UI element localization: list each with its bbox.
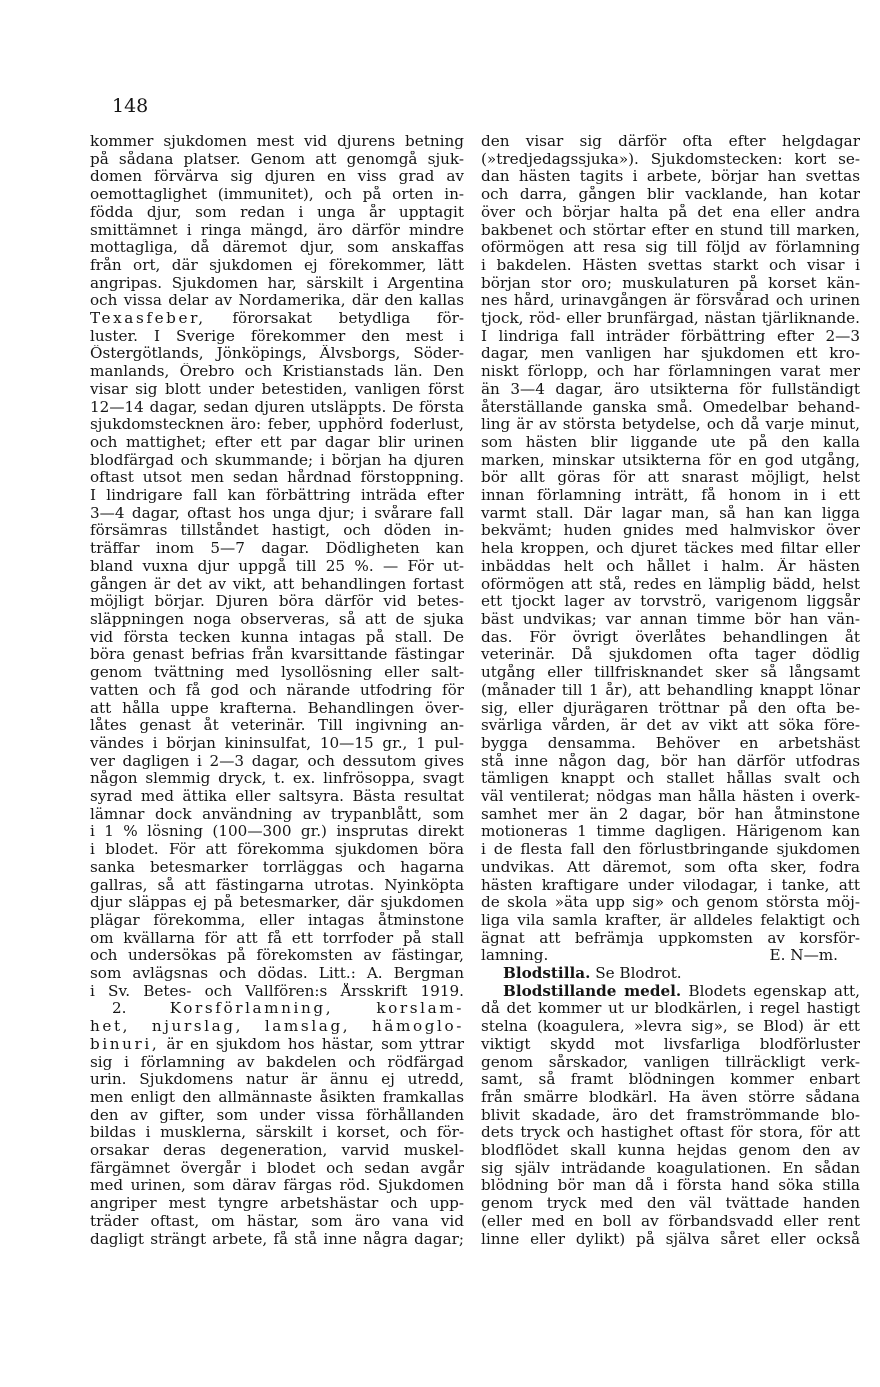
left-text-block-3	[90, 1054, 464, 1249]
text-line: mottagliga, då däremot djur, som anskaffas	[90, 239, 464, 257]
text-line: visar sig blott under betestiden, vanligen först	[90, 380, 464, 398]
text-line: Östergötlands, Jönköpings, Älvsborgs, Söder-	[90, 345, 464, 363]
page-number: 148	[112, 95, 149, 117]
text-line: de skola »äta upp sig» och genom största möj-	[481, 894, 860, 912]
text-line: gången är det av vikt, att behandlingen fortast	[90, 575, 464, 593]
text-line: (eller med en boll av förbandsvadd eller rent	[481, 1212, 860, 1230]
text-line: oftast utsot men sedan hårdnad förstoppning.	[90, 469, 464, 487]
text-line: smittämnet i ringa mängd, äro därför mindre	[90, 221, 464, 239]
text-line: I lindriga fall inträder förbättring efter 2—3	[481, 327, 860, 345]
text-line: plägar förekomma, eller intagas åtminstone	[90, 911, 464, 929]
section-2-number: 2.	[112, 1000, 127, 1018]
text-line: i Sv. Betes- och Vallfören:s Årsskrift 1919.	[90, 982, 464, 1000]
text-line: och darra, gången blir vacklande, han kotar	[481, 186, 860, 204]
text-line: om kvällarna för att få ett torrfoder på stall	[90, 929, 464, 947]
text-line: varmt stall. Där lagar man, så han kan ligga	[481, 504, 860, 522]
text-line: ägnat att befrämja uppkomsten av korsför-	[481, 929, 860, 947]
text-line: sig själv inträdande koagulationen. En sådan	[481, 1159, 860, 1177]
text-line: böra genast befrias från kvarsittande fästingar	[90, 646, 464, 664]
text-line: försämras tillståndet hastigt, och döden in-	[90, 522, 464, 540]
text-line: bildas i musklerna, särskilt i korset, och för-	[90, 1124, 464, 1142]
text-line: inbäddas helt och hållet i halm. Är hästen	[481, 557, 860, 575]
text-line: sjukdomstecknen äro: feber, upphörd foderlust,	[90, 416, 464, 434]
text-line: tjock, röd- eller brunfärgad, nästan tjärliknande.	[481, 310, 860, 328]
text-line: möjligt börjar. Djuren böra därför vid betes-	[90, 593, 464, 611]
text-line: 3—4 dagar, oftast hos unga djur; i svårare fall	[90, 504, 464, 522]
text-line: djur släppas ej på betesmarker, där sjukdomen	[90, 894, 464, 912]
text-line: viktigt skydd mot livsfarliga blodförluster	[481, 1035, 860, 1053]
text-line: vändes i början kininsulfat, 10—15 gr., 1 pul-	[90, 734, 464, 752]
text-line: liga vila samla krafter, är alldeles felaktigt och	[481, 911, 860, 929]
term-texasfeber: Texasfeber,	[90, 310, 206, 328]
text-line: träder oftast, om hästar, som äro vana vid	[90, 1212, 464, 1230]
text-line: i 1 % lösning (100—300 gr.) insprutas direkt	[90, 823, 464, 841]
text-line: med urinen, som därav färgas röd. Sjukdomen	[90, 1177, 464, 1195]
text-line: luster. I Sverige förekommer den mest i	[90, 327, 464, 345]
text-line: lämnar dock användning av trypanblått, som	[90, 805, 464, 823]
text-line: som avlägsnas och dödas. Litt.: A. Bergman	[90, 965, 464, 983]
text-line: veterinär. Då sjukdomen ofta tager dödlig	[481, 646, 860, 664]
text-line: 12—14 dagar, sedan djuren utsläppts. De första	[90, 398, 464, 416]
text-line: blödning bör man då i första hand söka stilla	[481, 1177, 860, 1195]
text-line: hela kroppen, och djuret täckes med filtar eller	[481, 540, 860, 558]
section-2-terms-line: het, njurslag, lamslag, hämoglo-	[90, 1018, 464, 1036]
text-line: och vissa delar av Nordamerika, där den kallas	[90, 292, 464, 310]
text-line: utgång eller tillfrisknandet sker så långsamt	[481, 664, 860, 682]
term-korslamhet: korslam-	[376, 1000, 464, 1018]
text-line: bland vuxna djur uppgå till 25 %. — För ut-	[90, 557, 464, 575]
text-line: angriper mest tyngre arbetshästar och upp-	[90, 1195, 464, 1213]
text-line: syrad med ättika eller saltsyra. Bästa resultat	[90, 788, 464, 806]
text-line: väl ventilerat; nödgas man hålla hästen i overk-	[481, 788, 860, 806]
section-2-third-rest: är en sjukdom hos hästar, som yttrar	[166, 1035, 464, 1053]
text-line: vatten och få god och närande utfodring för	[90, 681, 464, 699]
text-line: niskt förlopp, och har förlamningen varat mer	[481, 363, 860, 381]
text-line: genom sårskador, vanligen tillräckligt verk-	[481, 1053, 860, 1071]
term-korsforlamning: Korsförlamning,	[169, 1000, 334, 1018]
entry-blodstilla-head: Blodstilla.	[503, 965, 591, 983]
term-hemoglobinuri: binuri,	[90, 1035, 160, 1053]
text-line: låtes genast åt veterinär. Till ingivning an-	[90, 717, 464, 735]
text-line: på sådana platser. Genom att genomgå sjuk-	[90, 150, 464, 168]
text-line: manlands, Örebro och Kristianstads län. Den	[90, 363, 464, 381]
left-column	[90, 133, 464, 1248]
text-line: ver dagligen i 2—3 dagar, och dessutom gives	[90, 752, 464, 770]
text-line: som hästen blir liggande ute på den kalla	[481, 433, 860, 451]
text-line: genom tryck med den väl tvättade handen	[481, 1195, 860, 1213]
author-signature: E. N—m.	[769, 947, 838, 965]
text-line: stelna (koagulera, »levra sig», se Blod) är ett	[481, 1018, 860, 1036]
text-line: dets tryck och hastighet oftast för stora, för att	[481, 1124, 860, 1142]
text-line: oförmögen att stå, redes en lämplig bädd, helst	[481, 575, 860, 593]
text-line: linne eller dylikt) på själva såret eller också	[481, 1230, 860, 1248]
text-line: i bakdelen. Hästen svettas starkt och visar i	[481, 256, 860, 274]
text-line: kommer sjukdomen mest vid djurens betning	[90, 133, 464, 150]
text-line: då det kommer ut ur blodkärlen, i regel hastigt	[481, 1000, 860, 1018]
text-line: bekvämt; huden gnides med halmviskor över	[481, 522, 860, 540]
text-line: sig i förlamning av bakdelen och rödfärgad	[90, 1053, 464, 1071]
text-line: I lindrigare fall kan förbättring inträda efter	[90, 487, 464, 505]
texasfeber-rest: förorsakat betydliga för-	[232, 310, 464, 328]
text-line: och mattighet; efter ett par dagar blir urinen	[90, 433, 464, 451]
text-line: blivit skadade, äro det framströmmande blo-	[481, 1106, 860, 1124]
text-line: stå inne någon dag, bör han därför utfodras	[481, 752, 860, 770]
text-line: samhet mer än 2 dagar, bör han åtminstone	[481, 805, 860, 823]
text-line: innan förlamning inträtt, få honom in i ett	[481, 487, 860, 505]
entry-blodstillande-head: Blodstillande medel.	[503, 982, 682, 1000]
text-line: bäst undvikas; var annan timme bör han vän-	[481, 610, 860, 628]
text-line: das. För övrigt överlåtes behandlingen åt	[481, 628, 860, 646]
right-column	[481, 133, 860, 1248]
text-line: blodfärgad och skummande; i början ha djuren	[90, 451, 464, 469]
text-line: träffar inom 5—7 dagar. Dödligheten kan	[90, 540, 464, 558]
text-line: sanka betesmarker torrläggas och hagarna	[90, 858, 464, 876]
text-line: (månader till 1 år), att behandling knappt lönar	[481, 681, 860, 699]
text-line: orsakar deras degeneration, varvid muskel-	[90, 1142, 464, 1160]
text-line: bör allt göras för att snarast möjligt, helst	[481, 469, 860, 487]
text-line: dagar, men vanligen har sjukdomen ett kro-	[481, 345, 860, 363]
text-line: motioneras 1 timme dagligen. Härigenom kan	[481, 823, 860, 841]
text-line: bakbenet och störtar efter en stund till marken,	[481, 221, 860, 239]
text-line: i blodet. För att förekomma sjukdomen böra	[90, 841, 464, 859]
text-line: ling är av största betydelse, och då varje minut,	[481, 416, 860, 434]
entry-blodstilla	[481, 965, 860, 983]
texasfeber-line	[90, 310, 464, 328]
section-2-third-line	[90, 1036, 464, 1054]
text-line: samt, så framt blödningen kommer enbart	[481, 1071, 860, 1089]
text-line: från smärre blodkärl. Ha även större sådana	[481, 1088, 860, 1106]
text-line: sig, eller djurägaren tröttnar på den ofta be-	[481, 699, 860, 717]
text-line: svärliga vården, är det av vikt att söka före-	[481, 717, 860, 735]
text-line: (»tredjedagssjuka»). Sjukdomstecken: kort se-	[481, 150, 860, 168]
text-line: undvikas. Att däremot, som ofta sker, fodra	[481, 858, 860, 876]
text-line: färgämnet övergår i blodet och sedan avgår	[90, 1159, 464, 1177]
text-line: tämligen knappt och stallet hållas svalt och	[481, 770, 860, 788]
text-line: hästen kraftigare under vilodagar, i tanke, att	[481, 876, 860, 894]
text-line: dagligt strängt arbete, få stå inne några dagar;	[90, 1230, 464, 1248]
text-line: släppningen noga observeras, så att de sjuka	[90, 610, 464, 628]
text-line: vid första tecken kunna intagas på stall. De	[90, 628, 464, 646]
entry-blodstilla-text: Se Blodrot.	[595, 965, 682, 983]
text-line: men enligt den allmännaste åsikten framkallas	[90, 1088, 464, 1106]
right-text-block-2	[481, 1000, 860, 1248]
text-line: den visar sig därför ofta efter helgdagar	[481, 133, 860, 150]
text-line: domen förvärva sig djuren en viss grad av	[90, 168, 464, 186]
text-line: gallras, så att fästingarna utrotas. Nyinköpta	[90, 876, 464, 894]
text-line: över och börjar halta på det ena eller andra	[481, 203, 860, 221]
text-line: i de flesta fall den förlustbringande sjukdomen	[481, 841, 860, 859]
right-text-block-1	[481, 133, 860, 947]
text-line: att hålla uppe krafterna. Behandlingen över-	[90, 699, 464, 717]
text-line: oemottaglighet (immunitet), och på orten in-	[90, 186, 464, 204]
text-line: än 3—4 dagar, äro utsikterna för fullständigt	[481, 380, 860, 398]
text-line: angripas. Sjukdomen har, särskilt i Argentina	[90, 274, 464, 292]
text-line: urin. Sjukdomens natur är ännu ej utredd,	[90, 1071, 464, 1089]
text-line: nes hård, urinavgången är försvårad och urinen	[481, 292, 860, 310]
text-line: marken, minskar utsikterna för en god utgång,	[481, 451, 860, 469]
text-line: någon slemmig dryck, t. ex. linfrösoppa, svagt	[90, 770, 464, 788]
entry-blodstillande-first-rest: Blodets egenskap att,	[688, 982, 860, 1000]
article-end-line	[481, 947, 860, 965]
text-line: bygga densamma. Behöver en arbetshäst	[481, 734, 860, 752]
section-2-heading-line	[90, 1000, 464, 1018]
text-line: blodflödet skall kunna hejdas genom den av	[481, 1142, 860, 1160]
text-line: från ort, där sjukdomen ej förekommer, lätt	[90, 256, 464, 274]
left-text-block-2	[90, 328, 464, 1001]
text-line: början stor oro; muskulaturen på korset kän-	[481, 274, 860, 292]
article-last-word: lamning.	[481, 947, 549, 965]
entry-blodstillande-first-line	[481, 983, 860, 1001]
text-line: den av gifter, som under vissa förhållanden	[90, 1106, 464, 1124]
text-line: genom tvättning med lysollösning eller salt-	[90, 664, 464, 682]
left-text-block-1	[90, 133, 464, 310]
text-line: dan hästen tagits i arbete, börjar han svettas	[481, 168, 860, 186]
text-line: födda djur, som redan i unga år upptagit	[90, 203, 464, 221]
text-line: och undersökas på förekomsten av fästingar,	[90, 947, 464, 965]
text-line: oförmögen att resa sig till följd av förlamning	[481, 239, 860, 257]
text-line: ett tjockt lager av torvströ, varigenom liggsår	[481, 593, 860, 611]
text-line: återställande ganska små. Omedelbar behand-	[481, 398, 860, 416]
